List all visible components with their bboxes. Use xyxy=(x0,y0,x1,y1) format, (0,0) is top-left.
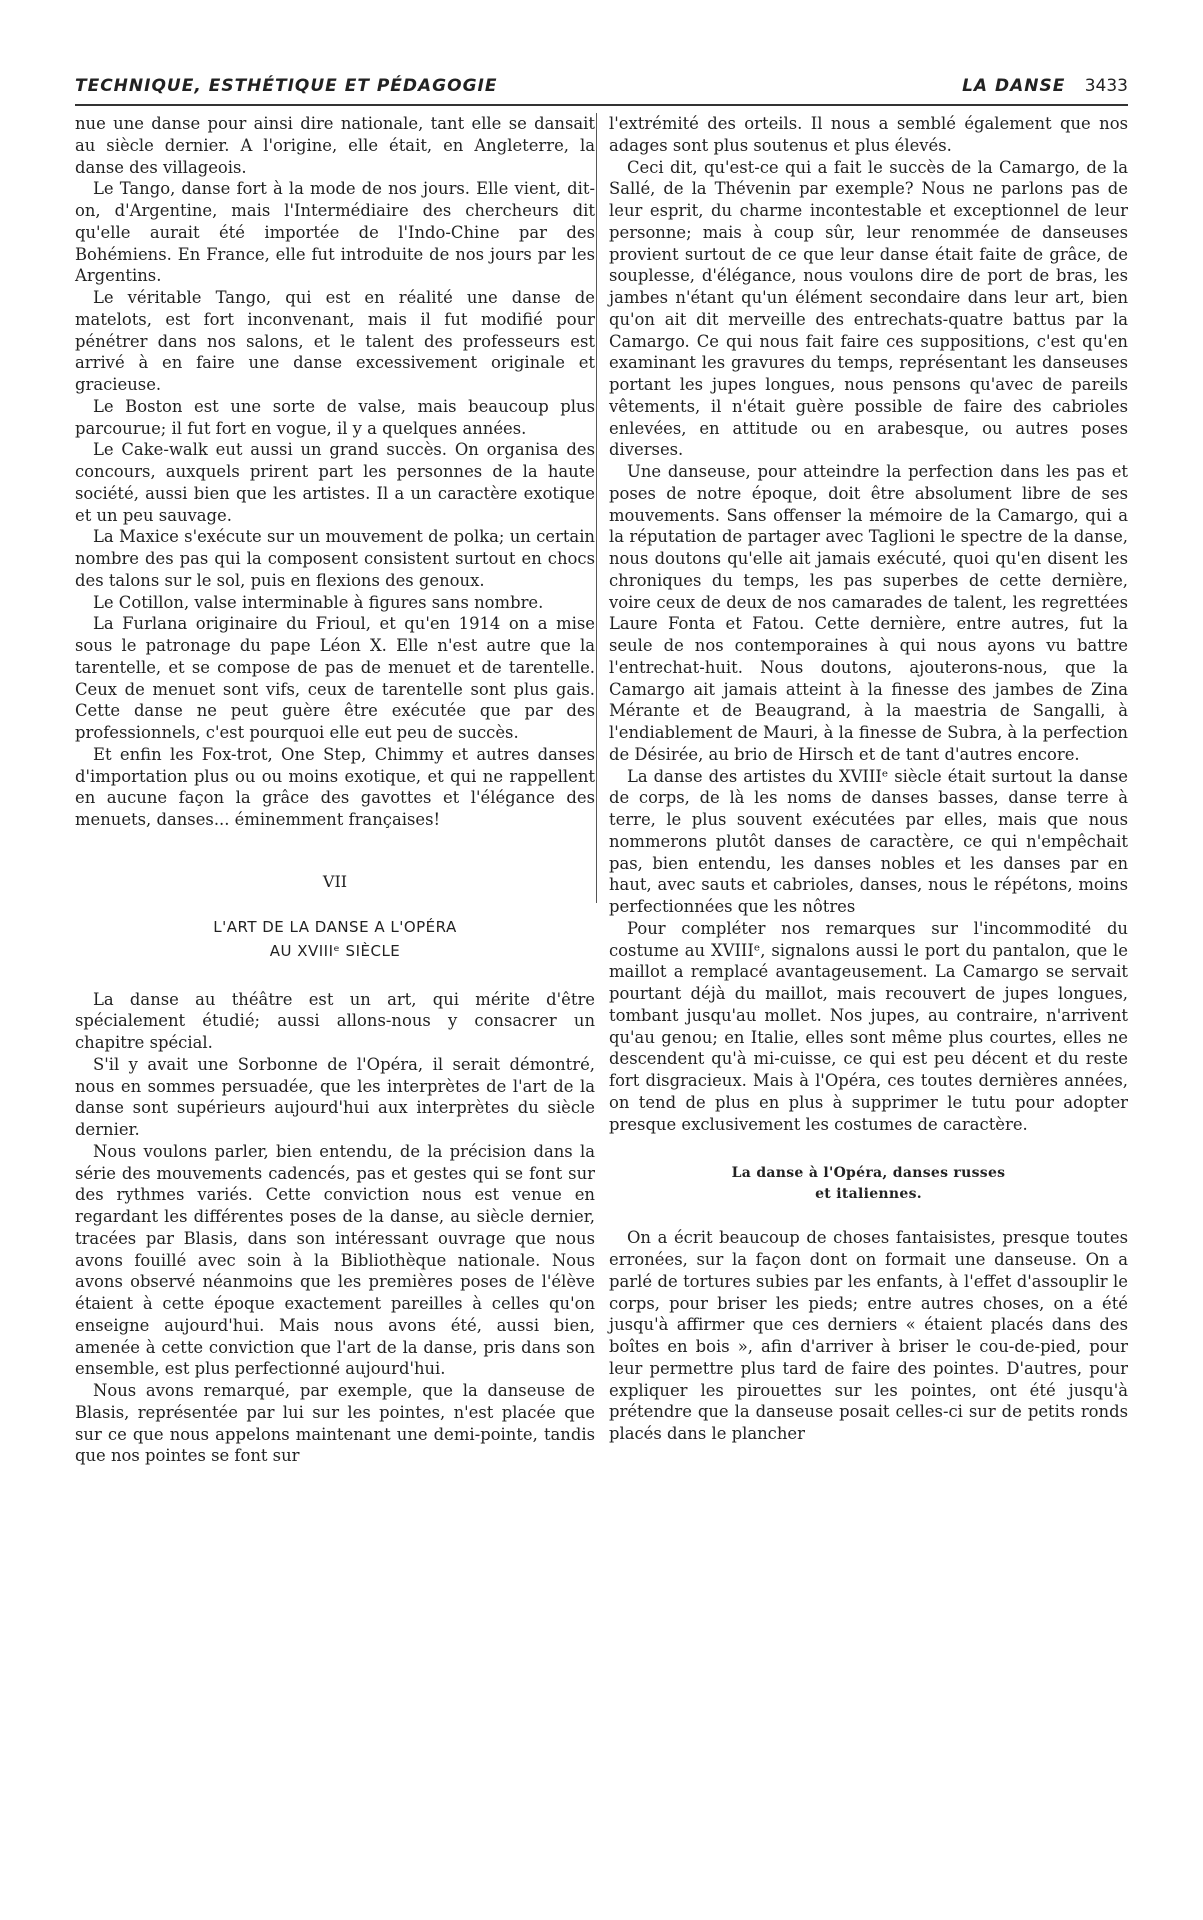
paragraph: Le véritable Tango, qui est en réalité une danse de matelots, est fort inconvenant, mais il fut modifié pour pénétrer dans nos salons, et le talent des professeurs est arrivé à en faire une danse excessivement originale et gracieuse. xyxy=(75,288,595,394)
paragraph: La danse au théâtre est un art, qui mérite d'être spécialement étudié; aussi allons-nous y consacrer un chapitre spécial. xyxy=(75,989,595,1052)
paragraph: Et enfin les Fox-trot, One Step, Chimmy et autres danses d'importation plus ou ou moins exotique, et qui ne rappellent en aucune façon la grâce des gavottes et l'élégance des menuets, danses... éminemment françaises! xyxy=(75,744,595,829)
paragraph: Ceci dit, qu'est-ce qui a fait le succès de la Camargo, de la Sallé, de la Thévenin par exemple? Nous ne parlons pas de leur esprit, du charme incontestable et exceptionnel de leur personne; mais à coup sûr, leur renommée de danseuses provient surtout de ce que leur danse était faite de grâce, de souplesse, d'élégance, nous voulons dire de port de bras, les jambes n'étant qu'un élément secondaire dans leur art, bien qu'on ait dit merveille des entrechats-quatre battus par la Camargo. Ce qui nous fait faire ces suppositions, c'est qu'en examinant les gravures du temps, représentant les danseuses portant les jupes longues, nous pensons qu'avec de pareils vêtements, il n'était guère possible de faire des cabrioles enlevées, en attitude ou en arabesque, ou autres poses diverses. xyxy=(609,157,1128,460)
paragraph: Le Boston est une sorte de valse, mais beaucoup plus parcourue; il fut fort en vogue, il y a quelques années. xyxy=(75,396,595,438)
paragraph: La Furlana originaire du Frioul, et qu'en 1914 on a mise sous le patronage du pape Léon X. Elle n'est autre que la tarentelle, et se compose de pas de menuet et de tarentelle. Ceux de menuet sont vifs, ceux de tarentelle sont plus gais. Cette danse ne peut guère être exécutée que par des professionnels, c'est pourquoi elle eut peu de succès. xyxy=(75,614,595,742)
section-number: VII xyxy=(322,871,348,891)
paragraph: Une danseuse, pour atteindre la perfection dans les pas et poses de notre époque, doit être absolument libre de ses mouvements. Sans offenser la mémoire de la Camargo, qui a la réputation de partager avec Taglioni le spectre de la danse, nous doutons qu'elle ait jamais exécuté, quoi qu'en disent les chroniques du temps, les pas superbes de cette dernière, voire ceux de deux de nos camarades de talent, les regrettées Laure Fonta et Fatou. Cette dernière, entre autres, fut la seule de nos contemporaines à qui nous ayons vu battre l'entrechat-huit. Nous doutons, ajouterons-nous, que la Camargo ait jamais atteint à la finesse des jambes de Zina Mérante et de Beaugrand, à la maestria de Sangalli, à l'endiablement de Mauri, à la finesse de Subra, à la perfection de Désirée, au brio de Hirsch et de tant d'autres encore. xyxy=(609,462,1128,764)
paragraph: On a écrit beaucoup de choses fantaisistes, presque toutes erronées, sur la façon dont on formait une danseuse. On a parlé de tortures subies par les enfants, à l'effet d'assouplir le corps, pour briser les pieds; entre autres choses, on a été jusqu'à affirmer que ces derniers « étaient placés dans des boîtes en bois », afin d'arriver à briser le cou-de-pied, pour leur permettre plus tard de faire des pointes. D'autres, pour expliquer les pirouettes sur les pointes, ont été jusqu'à prétendre que la danseuse posait celles-ci sur de petits ronds placés dans le plancher xyxy=(609,1228,1128,1443)
subsection-title-line: et italiennes. xyxy=(815,1186,922,1203)
paragraph: La Maxice s'exécute sur un mouvement de polka; un certain nombre des pas qui la composent consistent surtout en chocs des talons sur le sol, puis en flexions des genoux. xyxy=(75,527,595,590)
section-title xyxy=(75,915,595,963)
section-title-line: L'ART DE LA DANSE A L'OPÉRA xyxy=(213,917,457,936)
subsection-title xyxy=(609,1163,1128,1205)
header-section-title: TECHNIQUE, ESTHÉTIQUE ET PÉDAGOGIE xyxy=(75,76,498,96)
paragraph: Pour compléter nos remarques sur l'incommodité du costume au XVIIIᵉ, signalons aussi le port du pantalon, que le maillot a remplacé avantageusement. La Camargo se servait pourtant déjà du maillot, mais recouvert de jupes longues, tombant jusqu'au mollet. Nos jupes, au contraire, n'arrivent qu'au genou; en Italie, elles sont même plus courtes, elles ne descendent qu'à mi-cuisse, ce qui est peu décent et du reste fort disgracieux. Mais à l'Opéra, ces toutes dernières années, on tend de plus en plus à supprimer le tutu pour adopter presque exclusivement les costumes de caractère. xyxy=(609,918,1128,1134)
paragraph: Nous avons remarqué, par exemple, que la danseuse de Blasis, représentée par lui sur les pointes, n'est placée que sur ce que nous appelons maintenant une demi-pointe, tandis que nos pointes se font sur xyxy=(75,1381,595,1466)
paragraph: Le Cotillon, valse interminable à figures sans nombre. xyxy=(93,592,544,612)
right-column xyxy=(609,113,1128,1445)
header-right xyxy=(962,76,1128,96)
running-header xyxy=(75,74,1128,106)
section-title-line: AU XVIIIᵉ SIÈCLE xyxy=(269,941,401,960)
left-column xyxy=(75,113,595,1467)
paragraph: Le Tango, danse fort à la mode de nos jours. Elle vient, dit-on, d'Argentine, mais l'Intermédiaire des chercheurs dit qu'elle aurait été importée de l'Indo-Chine par des Bohémiens. En France, elle fut introduite de nos jours par les Argentins. xyxy=(75,179,595,286)
paragraph: Nous voulons parler, bien entendu, de la précision dans la série des mouvements cadencés, pas et gestes qui se font sur des rythmes variés. Cette conviction nous est venue en regardant les différentes poses de la danse, au siècle dernier, tracées par Blasis, dans son intéressant ouvrage que nous avons fouillé avec soin à la Bibliothèque nationale. Nous avons observé néanmoins que les premières poses de l'élève étaient à cette époque exactement pareilles à celles qu'on enseigne aujourd'hui. Mais nous avons été, aussi bien, amenée à cette conviction que l'art de la danse, pris dans son ensemble, est plus perfectionné aujourd'hui. xyxy=(75,1141,595,1379)
paragraph: l'extrémité des orteils. Il nous a semblé également que nos adages sont plus soutenus et plus élevés. xyxy=(609,114,1128,155)
subsection-title-line: La danse à l'Opéra, danses russes xyxy=(731,1165,1006,1182)
paragraph: nue une danse pour ainsi dire nationale, tant elle se dansait au siècle dernier. A l'origine, elle était, en Angleterre, la danse des villageois. xyxy=(75,114,595,177)
paragraph: Le Cake-walk eut aussi un grand succès. On organisa des concours, auxquels prirent part les personnes de la haute société, aussi bien que les artistes. Il a un caractère exotique et un peu sauvage. xyxy=(75,440,595,525)
page-number: 3433 xyxy=(1084,76,1128,96)
column-divider xyxy=(596,113,597,903)
header-book-title: LA DANSE xyxy=(962,76,1066,96)
paragraph: S'il y avait une Sorbonne de l'Opéra, il serait démontré, nous en sommes persuadée, que les interprètes de l'art de la danse sont supérieurs aujourd'hui aux interprètes du siècle dernier. xyxy=(75,1054,595,1139)
paragraph: La danse des artistes du XVIIIᵉ siècle était surtout la danse de corps, de là les noms de danses basses, danse terre à terre, le plus souvent exécutées par elles, mais que nous nommerons plutôt danses de caractère, ce qui n'empêchait pas, bien entendu, les danses nobles et les danses par en haut, avec sauts et cabrioles, danses, nous le répétons, moins perfectionnées que les nôtres xyxy=(609,766,1128,916)
